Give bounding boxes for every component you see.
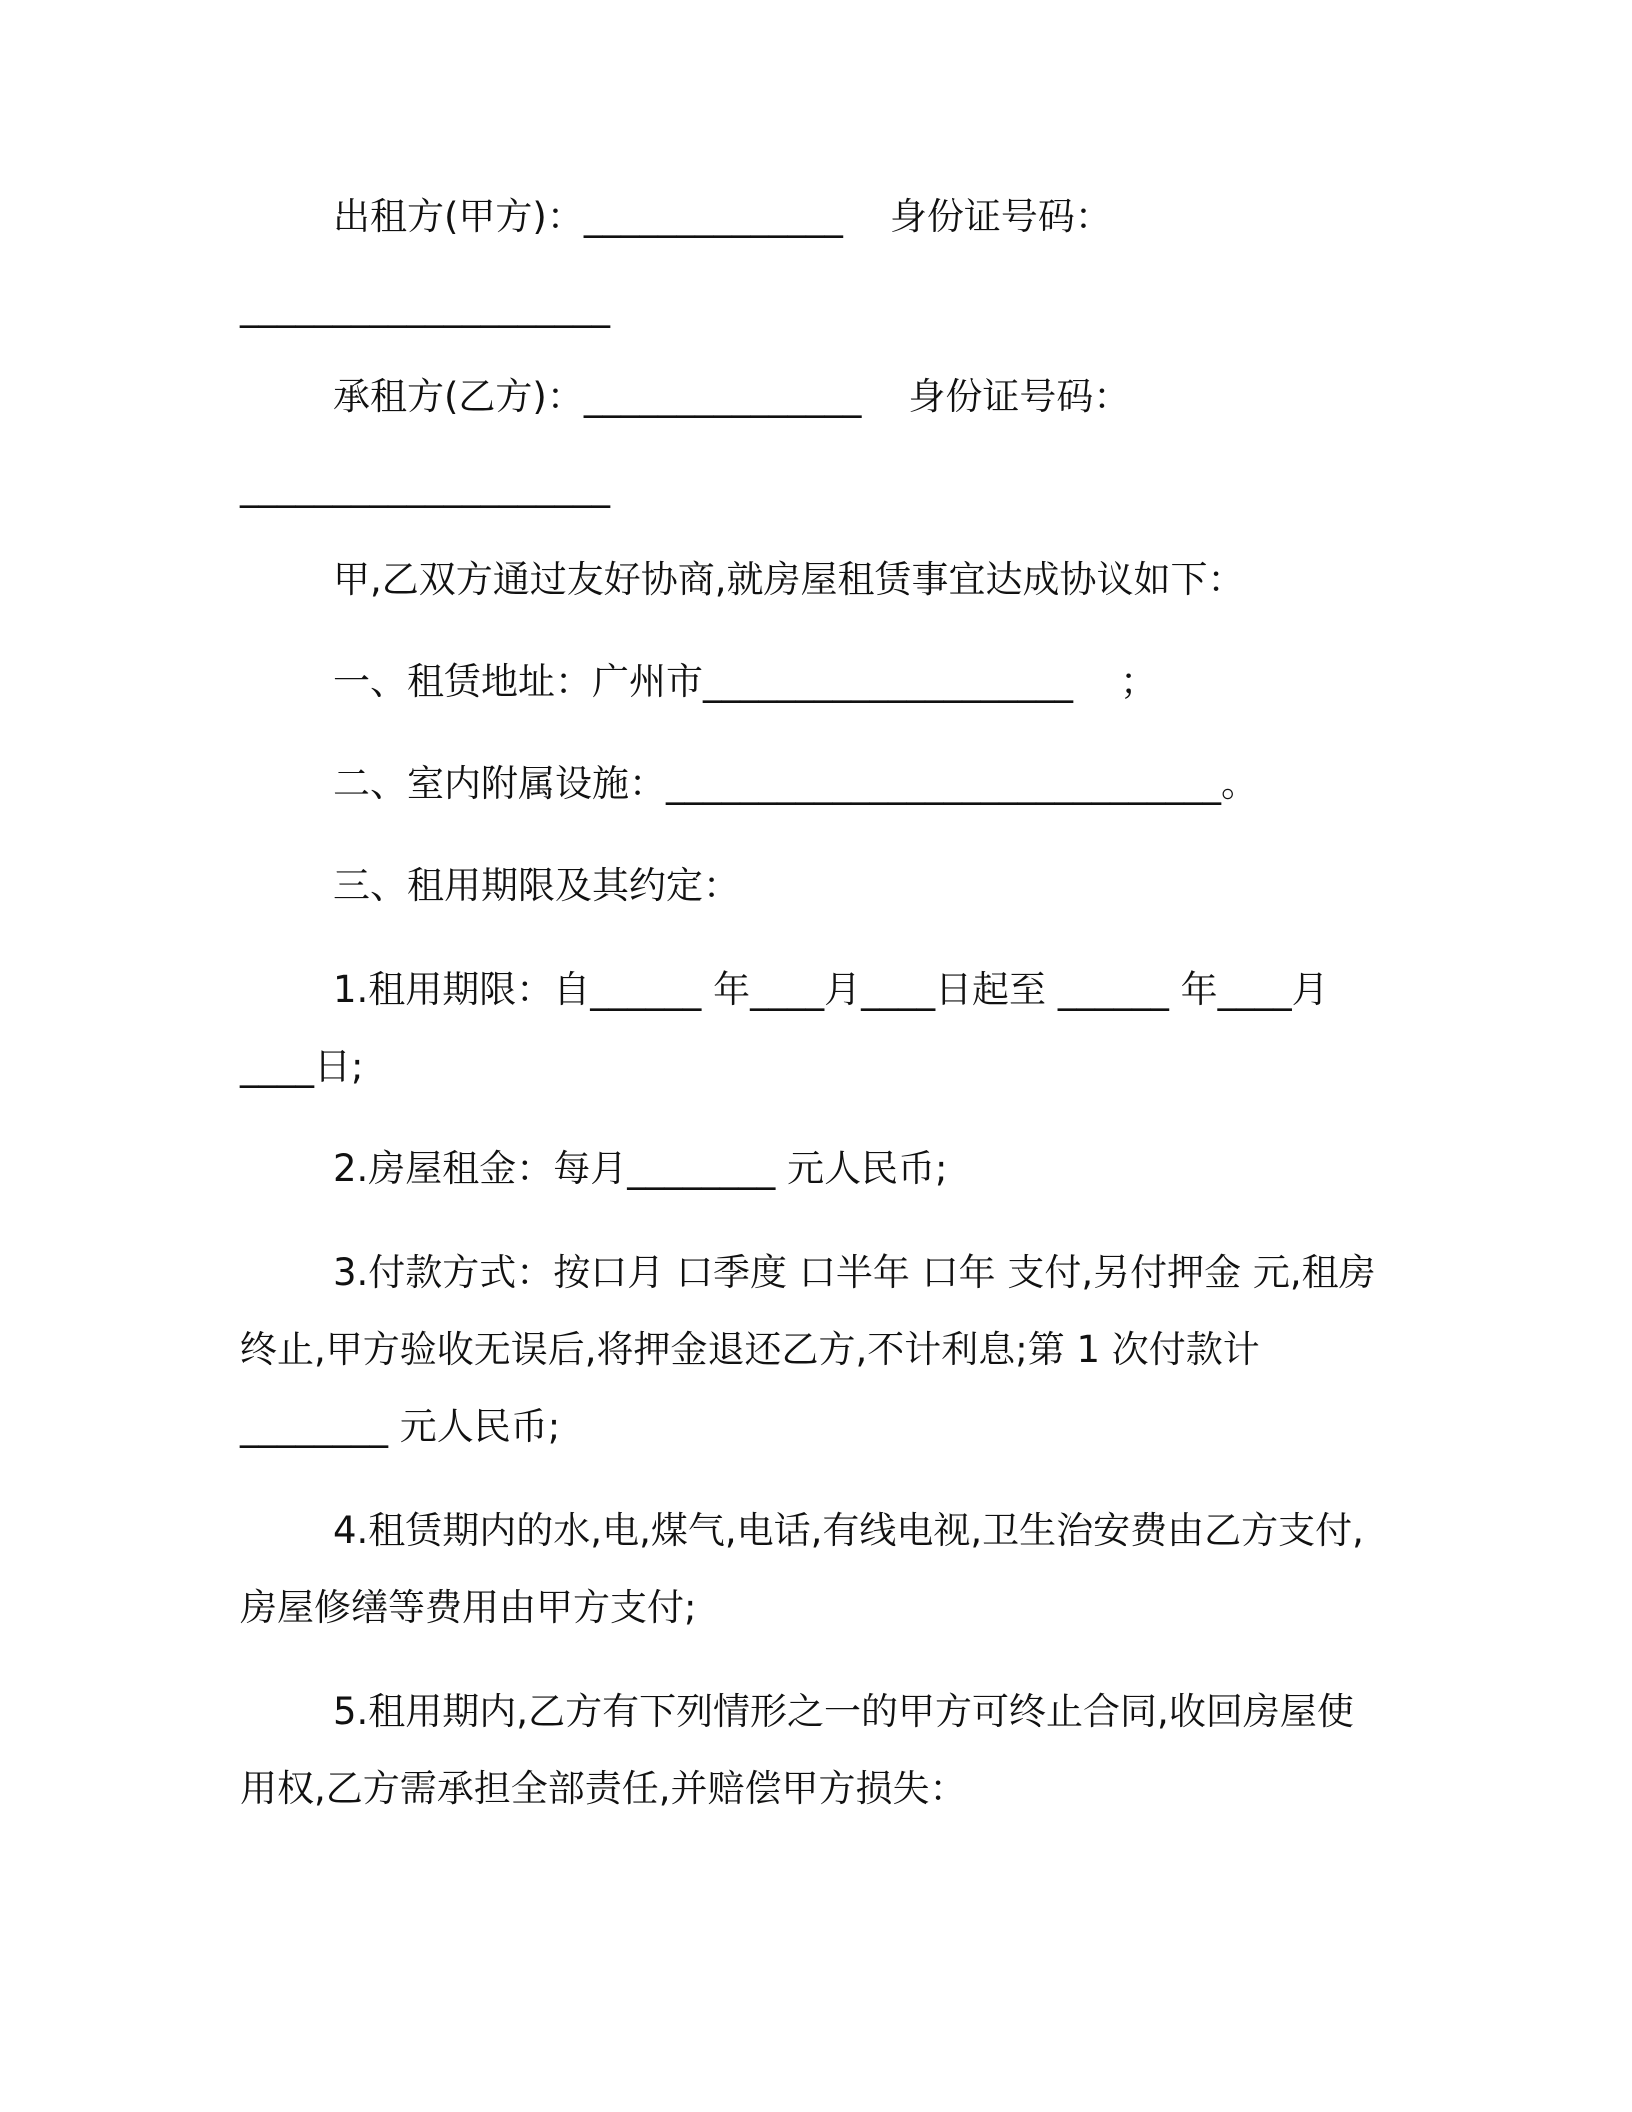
clause-1-text: 一、租赁地址：广州市____________________ ； [333, 660, 1158, 703]
item-3-text-cont-2: ________ 元人民币; [240, 1405, 561, 1448]
item-3-payment [333, 1238, 1632, 1308]
item-1-text: 1.租用期限：自______ 年____月____日起至 ______ 年____月 [333, 968, 1329, 1011]
clause-2-text: 二、室内附属设施：______________________________。 [333, 762, 1258, 805]
lessor-text: 出租方(甲方)：______________ 身份证号码： [333, 195, 1112, 238]
item-5-termination-cont [240, 1754, 1632, 1824]
lessor-id-blank-line [240, 272, 1632, 342]
item-5-text-cont: 用权,乙方需承担全部责任,并赔偿甲方损失： [240, 1767, 967, 1810]
item-3-payment-cont-2 [240, 1392, 1632, 1462]
item-1-text-cont: ____日; [240, 1045, 364, 1088]
item-5-termination [333, 1677, 1632, 1747]
item-2-text: 2.房屋租金：每月________ 元人民币; [333, 1147, 948, 1190]
lessee-id-blank: ____________________ [240, 465, 610, 508]
item-5-text: 5.租用期内,乙方有下列情形之一的甲方可终止合同,收回房屋使 [333, 1690, 1354, 1733]
item-4-utilities-cont [240, 1573, 1632, 1643]
item-3-payment-cont-1 [240, 1315, 1632, 1385]
item-1-lease-period [333, 955, 1632, 1025]
item-3-text: 3.付款方式：按口月 口季度 口半年 口年 支付,另付押金 元,租房 [333, 1251, 1376, 1294]
item-1-lease-period-cont [240, 1032, 1632, 1102]
item-4-text: 4.租赁期内的水,电,煤气,电话,有线电视,卫生治安费由乙方支付, [333, 1509, 1364, 1552]
agreement-intro [333, 545, 1632, 615]
lessee-text: 承租方(乙方)：_______________ 身份证号码： [333, 375, 1131, 418]
lessee-line [333, 362, 1632, 432]
clause-3-term-heading [333, 851, 1632, 921]
lessee-id-blank-line [240, 452, 1632, 522]
lessor-id-blank: ____________________ [240, 285, 610, 328]
item-2-rent [333, 1134, 1632, 1204]
clause-2-facilities [333, 749, 1632, 819]
clause-1-address [333, 647, 1632, 717]
item-4-utilities [333, 1496, 1632, 1566]
lessor-line [333, 182, 1632, 252]
item-4-text-cont: 房屋修缮等费用由甲方支付; [240, 1586, 697, 1629]
item-3-text-cont-1: 终止,甲方验收无误后,将押金退还乙方,不计利息;第 1 次付款计 [240, 1328, 1260, 1371]
clause-3-text: 三、租用期限及其约定： [333, 864, 740, 907]
agreement-intro-text: 甲,乙双方通过友好协商,就房屋租赁事宜达成协议如下： [333, 558, 1245, 601]
